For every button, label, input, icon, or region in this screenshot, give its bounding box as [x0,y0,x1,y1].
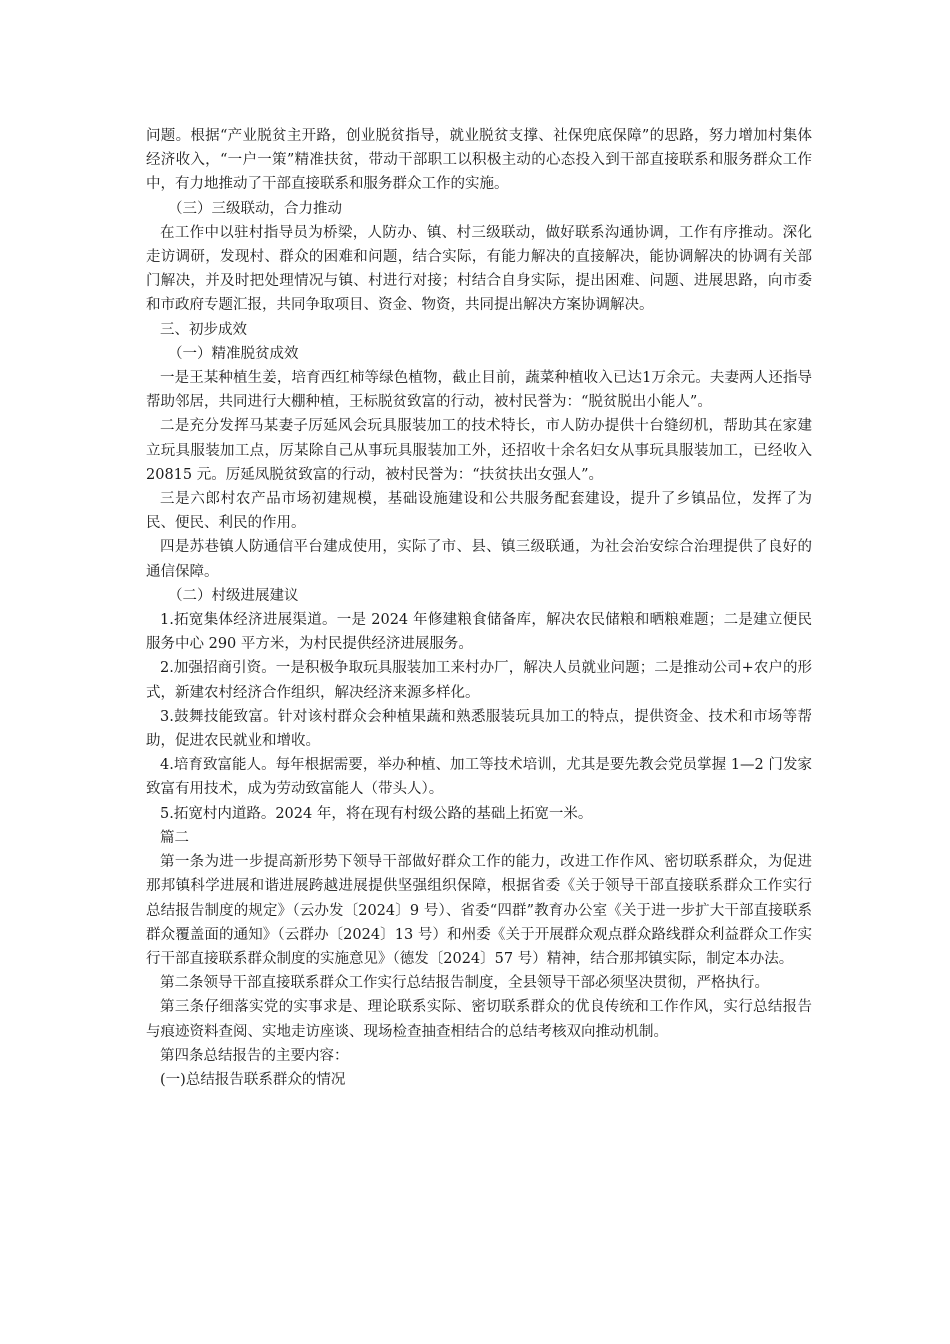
paragraph: 一是王某种植生姜，培育西红柿等绿色植物，截止目前，蔬菜种植收入已达1万余元。夫妻两人还指导帮助邻居，共同进行大棚种植，王标脱贫致富的行动，被村民誉为：“脱贫脱出小能人”。 [146,370,812,411]
document-body [146,124,812,1092]
paragraph: (一)总结报告联系群众的情况 [160,1071,346,1088]
section-heading: （一）精准脱贫成效 [168,345,299,362]
paragraph: 三是六郎村农产品市场初建规模，基础设施建设和公共服务配套建设，提升了乡镇品位，发挥了为民、便民、利民的作用。 [146,491,812,532]
paragraph: 二是充分发挥马某妻子厉延风会玩具服装加工的技术特长，市人防办提供十台缝纫机，帮助其在家建立玩具服装加工点，厉某除自己从事玩具服装加工外，还招收十余名妇女从事玩具服装加工，已经收入 20815 元。厉延凤脱贫致富的行动，被村民誉为：“扶贫扶出女强人”。 [146,418,812,483]
paragraph: 问题。根据“产业脱贫主开路，创业脱贫指导，就业脱贫支撑、社保兜底保障”的思路，努力增加村集体经济收入，“一户一策”精准扶贫，带动干部职工以积极主动的心态投入到干部直接联系和服务群众工作中，有力地推动了干部直接联系和服务群众工作的实施。 [146,128,812,193]
list-item: 2.加强招商引资。一是积极争取玩具服装加工来村办厂，解决人员就业问题；二是推动公司+农户的形式，新建农村经济合作组织，解决经济来源多样化。 [146,660,812,701]
list-item: 4.培育致富能人。每年根据需要，举办种植、加工等技术培训，尤其是要先教会党员掌握 1—2 门发家致富有用技术，成为劳动致富能人（带头人）。 [146,757,812,798]
section-heading: （二）村级进展建议 [168,587,299,604]
list-item: 5.拓宽村内道路。2024 年，将在现有村级公路的基础上拓宽一米。 [160,805,593,822]
paragraph: 第四条总结报告的主要内容： [160,1047,349,1064]
section-heading: 篇二 [160,829,189,846]
paragraph: 四是苏巷镇人防通信平台建成使用，实际了市、县、镇三级联通，为社会治安综合治理提供了良好的通信保障。 [146,539,812,580]
paragraph: 第三条仔细落实党的实事求是、理论联系实际、密切联系群众的优良传统和工作作风，实行总结报告与痕迹资料查阅、实地走访座谈、现场检查抽查相结合的总结考核双向推动机制。 [146,999,812,1040]
paragraph: 第二条领导干部直接联系群众工作实行总结报告制度，全县领导干部必须坚决贯彻，严格执行。 [160,975,769,992]
list-item: 3.鼓舞技能致富。针对该村群众会种植果蔬和熟悉服装玩具加工的特点，提供资金、技术和市场等帮助，促进农民就业和增收。 [146,708,812,750]
section-heading: （三）三级联动，合力推动 [168,200,342,217]
list-item: 1.拓宽集体经济进展渠道。一是 2024 年修建粮食储备库，解决农民储粮和晒粮难题；二是建立便民服务中心 290 平方米，为村民提供经济进展服务。 [146,612,812,653]
section-heading: 三、初步成效 [160,321,247,338]
paragraph: 第一条为进一步提高新形势下领导干部做好群众工作的能力，改进工作作风、密切联系群众，为促进那邦镇科学进展和谐进展跨越进展提供坚强组织保障，根据省委《关于领导干部直接联系群众工作实行总结报告制度的规定》（云办发〔2024〕9 号）、省委“四群”教育办公室《关于进一步扩大干部直接联系群众覆盖面的通知》（云群办〔2024〕13 号）和州委《关于开展群众观点群众路线群众利益群众工作实行干部直接联系群众制度的实施意见》（德发〔2024〕57 号）精神，结合那邦镇实际，制定本办法。 [146,854,812,967]
paragraph: 在工作中以驻村指导员为桥梁，人防办、镇、村三级联动，做好联系沟通协调，工作有序推动。深化走访调研，发现村、群众的困难和问题，结合实际，有能力解决的直接解决，能协调解决的协调有关部门解决，并及时把处理情况与镇、村进行对接；村结合自身实际，提出困难、问题、进展思路，向市委和市政府专题汇报，共同争取项目、资金、物资，共同提出解决方案协调解决。 [146,224,812,314]
